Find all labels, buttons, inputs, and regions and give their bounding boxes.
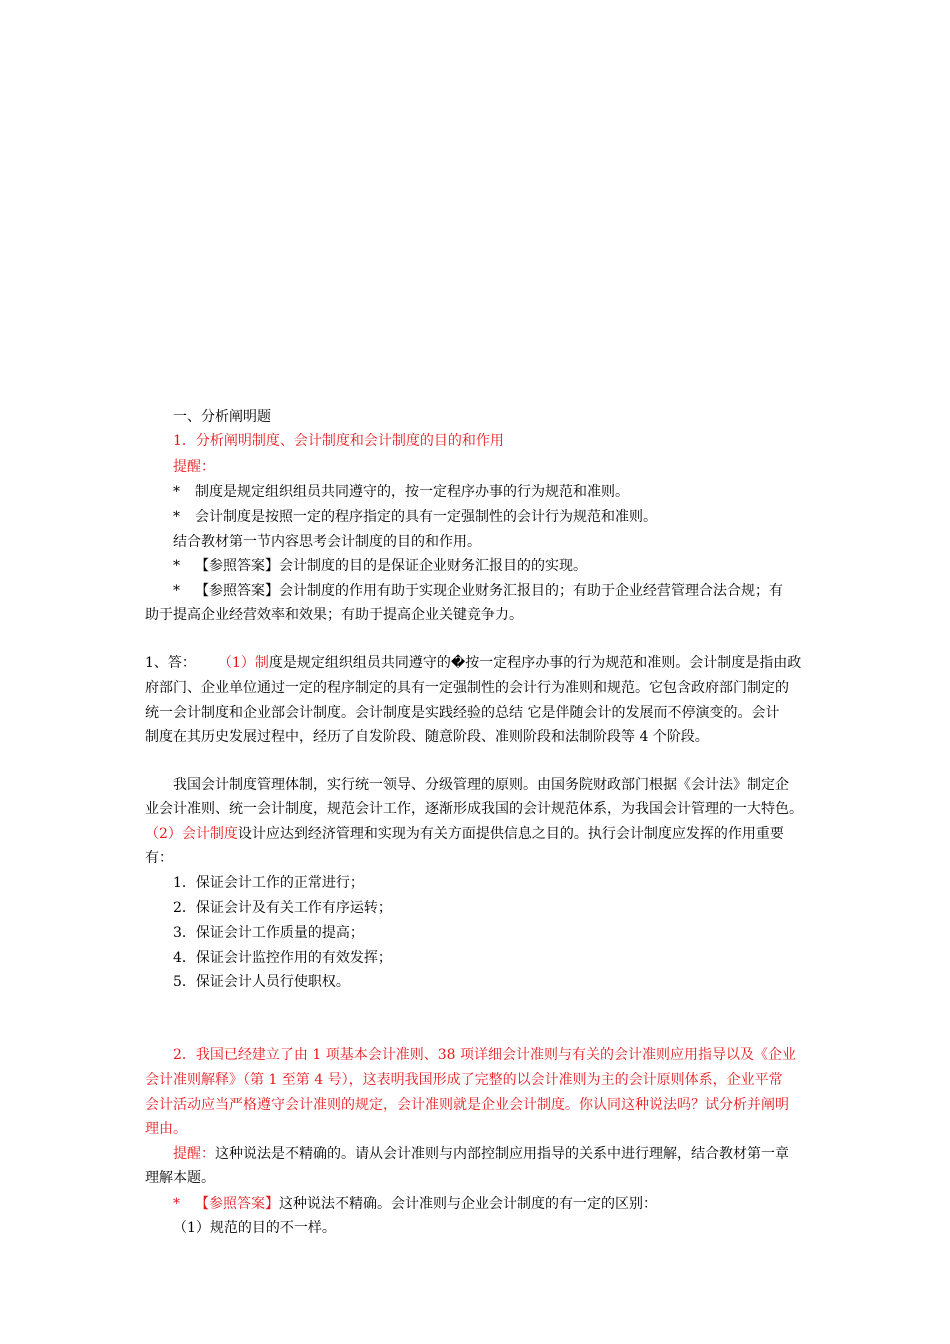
answer-1-line-3: 统一会计制度和企业部会计制度。会计制度是实践经验的总结 它是伴随会计的发展而不停演变的。会计 <box>145 705 780 721</box>
question-2-line-2: 会计准则解释》（第 1 至第 4 号），这表明我国形成了完整的以会计准则为主的会计原则体系，企业平常 <box>145 1072 783 1088</box>
answer-1-part-2-label: （2）会计制度 <box>145 826 238 842</box>
question-2-hint-label: 提醒： <box>173 1146 215 1162</box>
think-prompt: 结合教材第一节内容思考会计制度的目的和作用。 <box>173 534 481 550</box>
reference-answer-2-cont: 助于提高企业经营效率和效果；有助于提高企业关键竞争力。 <box>145 607 523 623</box>
reference-answer-1-text: 【参照答案】会计制度的目的是保证企业财务汇报目的的实现。 <box>195 558 587 574</box>
answer-1-line-1-rest: 度是规定组织组员共同遵守的�按一定程序办事的行为规范和准则。会计制度是指由政 <box>268 655 802 671</box>
question-1-title: 1．分析阐明制度、会计制度和会计制度的目的和作用 <box>173 433 504 449</box>
hint-point-1 <box>173 480 629 504</box>
star-bullet: * <box>173 484 180 500</box>
list-item: 4．保证会计监控作用的有效发挥； <box>173 950 392 966</box>
star-bullet: * <box>173 1196 180 1212</box>
question-2-hint <box>173 1142 789 1166</box>
answer-1-para2-line-2: 业会计准则、统一会计制度，规范会计工作，逐渐形成我国的会计规范体系，为我国会计管理的一大特色。 <box>145 801 803 817</box>
hint-point-2 <box>173 505 657 529</box>
question-1-hint-label: 提醒： <box>173 459 215 475</box>
hint-point-2-text: 会计制度是按照一定的程序指定的具有一定强制性的会计行为规范和准则。 <box>195 509 657 525</box>
reference-answer-2-text: 【参照答案】会计制度的作用有助于实现企业财务汇报目的；有助于企业经营管理合法合规；有 <box>195 583 783 599</box>
star-bullet: * <box>173 583 180 599</box>
answer-1-para3-line-2: 有： <box>145 850 173 866</box>
list-item: 1．保证会计工作的正常进行； <box>173 875 364 891</box>
question-2-line-4: 理由。 <box>145 1121 187 1137</box>
question-2-hint-cont: 理解本题。 <box>145 1170 215 1186</box>
answer-1-line-2: 府部门、企业单位通过一定的程序制定的具有一定强制性的会计行为准则和规范。它包含政府部门制定的 <box>145 680 789 696</box>
hint-point-1-text: 制度是规定组织组员共同遵守的，按一定程序办事的行为规范和准则。 <box>195 484 629 500</box>
question-2-sub-1: （1）规范的目的不一样。 <box>173 1220 336 1236</box>
reference-answer-2 <box>173 579 783 603</box>
answer-1-para3-line-1 <box>145 822 784 846</box>
list-item: 2．保证会计及有关工作有序运转； <box>173 900 392 916</box>
list-item: 3．保证会计工作质量的提高； <box>173 925 364 941</box>
question-2-hint-text: 这种说法是不精确的。请从会计准则与内部控制应用指导的关系中进行理解，结合教材第一章 <box>215 1146 789 1162</box>
answer-1-para2-line-1: 我国会计制度管理体制，实行统一领导、分级管理的原则。由国务院财政部门根据《会计法》制定企 <box>173 777 789 793</box>
answer-1-red-segment: （1）制 <box>217 655 269 671</box>
star-bullet: * <box>173 509 180 525</box>
question-2-answer-text: 这种说法不精确。会计准则与企业会计制度的有一定的区别： <box>279 1196 657 1212</box>
question-2-line-3: 会计活动应当严格遵守会计准则的规定，会计准则就是企业会计制度。你认同这种说法吗？试分析并阐明 <box>145 1097 789 1113</box>
reference-answer-1 <box>173 554 587 578</box>
question-2-answer-label: 【参照答案】 <box>195 1196 279 1212</box>
answer-1-line-4: 制度在其历史发展过程中，经历了自发阶段、随意阶段、准则阶段和法制阶段等 4 个阶段。 <box>145 729 709 745</box>
question-2-answer <box>173 1192 657 1216</box>
answer-1-line-1 <box>145 651 801 675</box>
list-item: 5．保证会计人员行使职权。 <box>173 974 350 990</box>
section-title: 一、分析阐明题 <box>173 409 271 425</box>
answer-1-prefix: 1、答： <box>145 655 196 671</box>
star-bullet: * <box>173 558 180 574</box>
question-2-line-1: 2．我国已经建立了由 1 项基本会计准则、38 项详细会计准则与有关的会计准则应用指导以及《企业 <box>173 1047 796 1063</box>
answer-1-para3-line-1-rest: 设计应达到经济管理和实现为有关方面提供信息之目的。执行会计制度应发挥的作用重要 <box>237 826 784 842</box>
